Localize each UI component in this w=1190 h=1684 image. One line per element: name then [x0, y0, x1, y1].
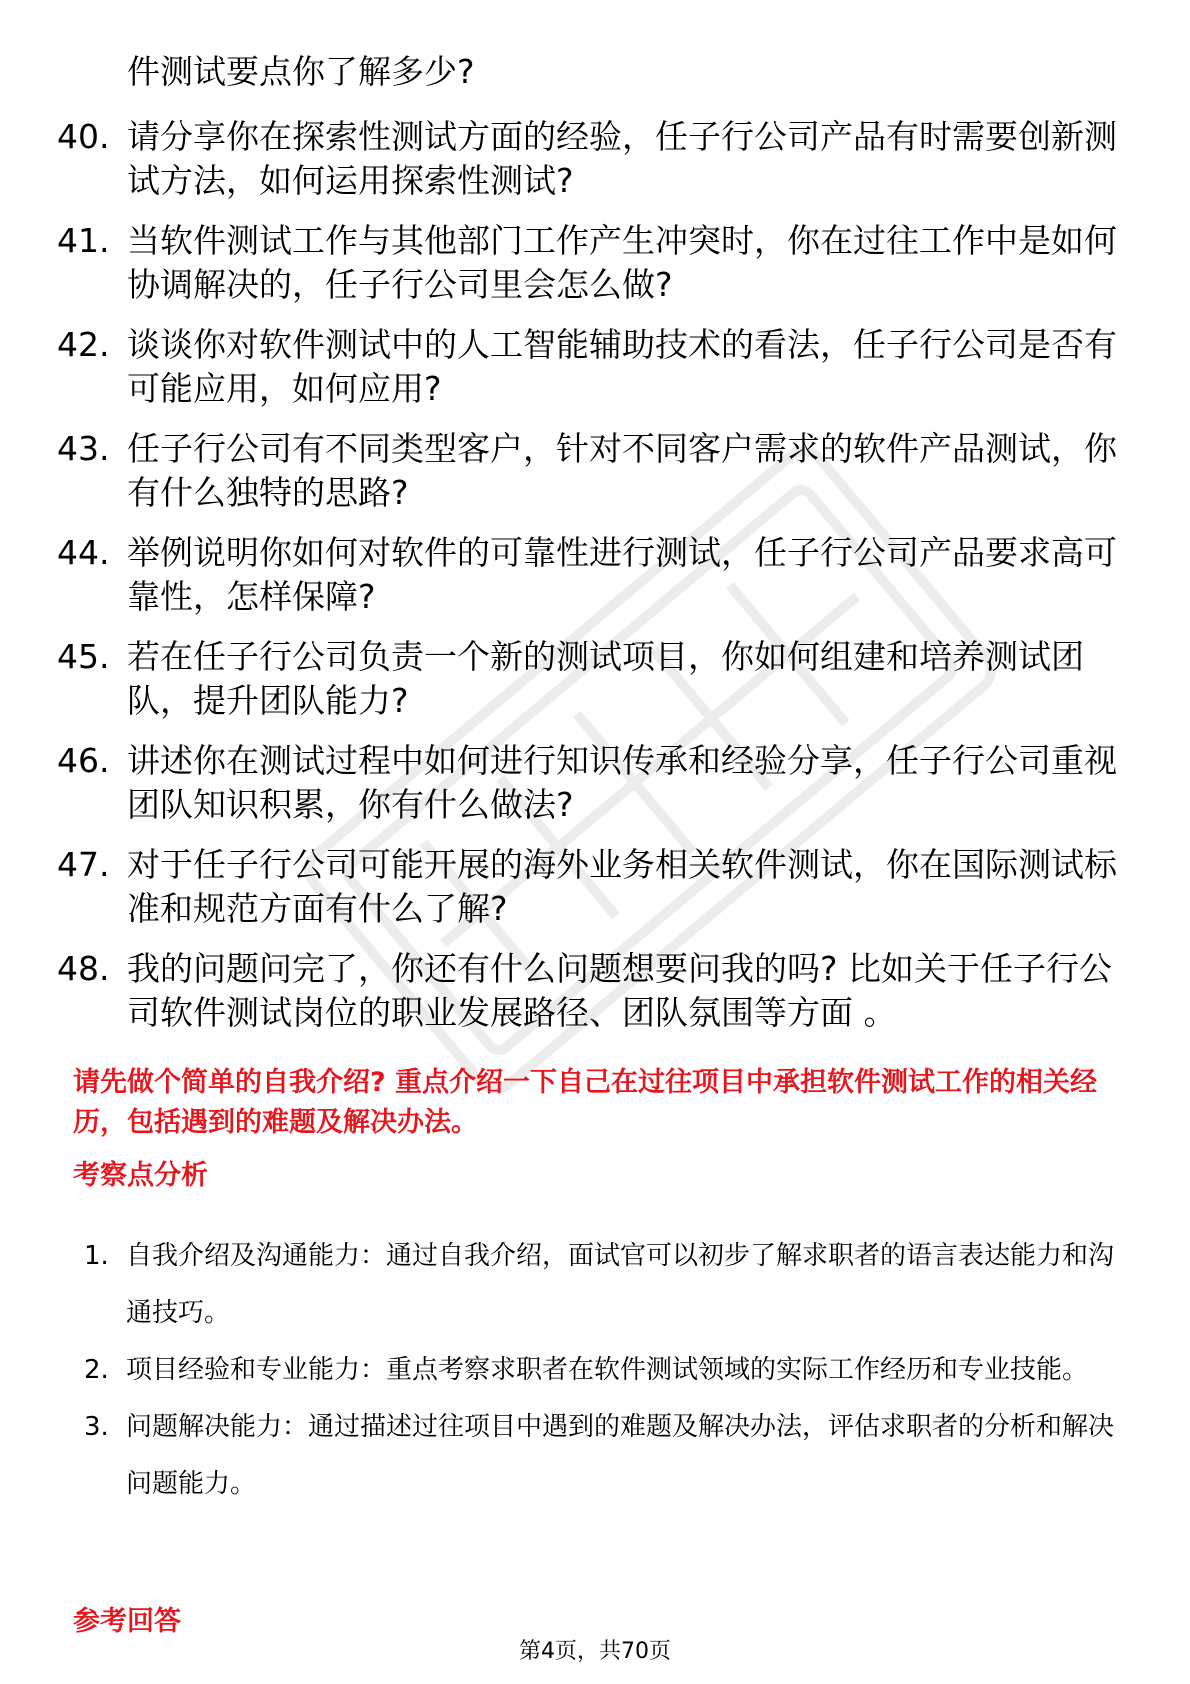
question-number: 47. — [57, 845, 110, 884]
analysis-point — [84, 1399, 1124, 1513]
question-number: 46. — [57, 741, 110, 780]
question-number: 44. — [57, 533, 110, 572]
question-number: 41. — [57, 221, 110, 260]
question-number: 45. — [57, 637, 110, 676]
analysis-number: 2. — [84, 1355, 109, 1385]
analysis-number: 1. — [84, 1241, 109, 1271]
question-item — [57, 115, 1117, 203]
question-continuation: 件测试要点你了解多少? — [127, 52, 475, 91]
question-number: 42. — [57, 325, 110, 364]
analysis-text: 项目经验和专业能力：重点考察求职者在软件测试领域的实际工作经历和专业技能。 — [126, 1355, 1089, 1385]
question-item — [57, 843, 1117, 931]
analysis-point — [84, 1228, 1124, 1342]
question-item — [57, 531, 1117, 619]
featured-question: 请先做个简单的自我介绍? 重点介绍一下自己在过往项目中承担软件测试工作的相关经历，包括遇到的难题及解决办法。 — [73, 1067, 1098, 1138]
question-text: 任子行公司有不同类型客户，针对不同客户需求的软件产品测试，你有什么独特的思路? — [127, 429, 1117, 512]
question-text: 举例说明你如何对软件的可靠性进行测试，任子行公司产品要求高可靠性，怎样保障? — [127, 533, 1117, 616]
question-number: 40. — [57, 117, 110, 156]
question-item — [57, 219, 1117, 307]
question-number: 48. — [57, 949, 110, 988]
question-item — [57, 323, 1117, 411]
question-text: 我的问题问完了，你还有什么问题想要问我的吗? 比如关于任子行公司软件测试岗位的职业发展路径、团队氛围等方面 。 — [127, 949, 1113, 1032]
question-item — [57, 947, 1117, 1035]
question-text: 谈谈你对软件测试中的人工智能辅助技术的看法，任子行公司是否有可能应用，如何应用? — [127, 325, 1117, 408]
page-footer: 第4页，共70页 — [519, 1639, 671, 1664]
question-text: 讲述你在测试过程中如何进行知识传承和经验分享，任子行公司重视团队知识积累，你有什么做法? — [127, 741, 1117, 824]
analysis-list — [84, 1228, 1124, 1513]
question-text: 若在任子行公司负责一个新的测试项目，你如何组建和培养测试团队，提升团队能力? — [127, 637, 1084, 720]
analysis-number: 3. — [84, 1412, 109, 1442]
question-text: 请分享你在探索性测试方面的经验，任子行公司产品有时需要创新测试方法，如何运用探索性测试? — [127, 117, 1117, 200]
question-item — [57, 635, 1117, 723]
answer-heading: 参考回答 — [73, 1606, 181, 1637]
analysis-heading: 考察点分析 — [73, 1160, 208, 1191]
question-item — [57, 427, 1117, 515]
question-list — [57, 115, 1117, 1051]
analysis-text: 自我介绍及沟通能力：通过自我介绍，面试官可以初步了解求职者的语言表达能力和沟通技巧。 — [126, 1241, 1115, 1328]
question-text: 当软件测试工作与其他部门工作产生冲突时，你在过往工作中是如何协调解决的，任子行公司里会怎么做? — [127, 221, 1117, 304]
question-text: 对于任子行公司可能开展的海外业务相关软件测试，你在国际测试标准和规范方面有什么了解? — [127, 845, 1117, 928]
question-number: 43. — [57, 429, 110, 468]
question-item — [57, 739, 1117, 827]
analysis-text: 问题解决能力：通过描述过往项目中遇到的难题及解决办法，评估求职者的分析和解决问题能力。 — [126, 1412, 1115, 1499]
analysis-point — [84, 1342, 1124, 1399]
